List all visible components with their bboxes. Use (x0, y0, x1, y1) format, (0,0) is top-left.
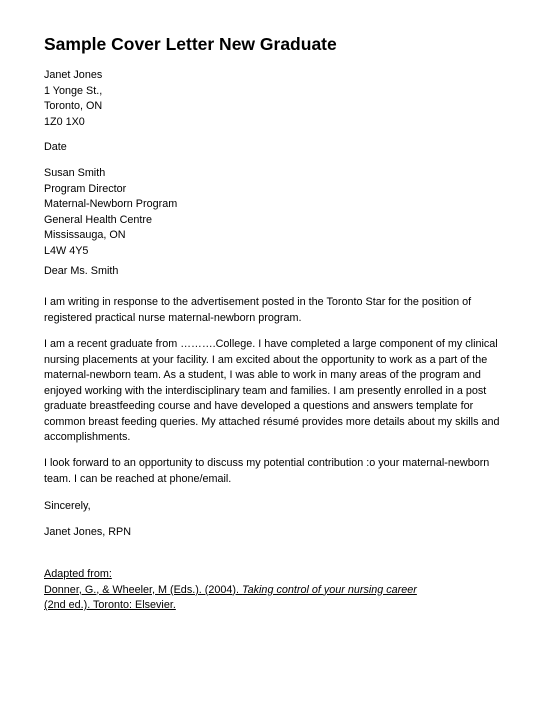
recipient-organization: General Health Centre (44, 213, 153, 226)
paragraph-text: I am writing in response to the advertisement posted in the Toronto Star for the position of registered practical nurse maternal-newborn program. (44, 296, 472, 324)
letter-date (44, 140, 514, 156)
document-title: Sample Cover Letter New Graduate (44, 34, 337, 54)
reference-citation (44, 583, 514, 599)
reference-book-title: Taking control of your nursing career (242, 583, 417, 596)
recipient-name: Susan Smith (44, 167, 106, 179)
signature-text: Janet Jones, RPN (44, 526, 132, 538)
sender-postal: 1Z0 1X0 (44, 115, 85, 128)
reference-authors: Donner, G., & Wheeler, M (Eds.). (2004). (44, 583, 240, 596)
recipient-address (44, 166, 514, 259)
closing-text: Sincerely, (44, 500, 91, 512)
salutation (44, 264, 514, 280)
paragraph-text: I am a recent graduate from ……….College. I have completed a large component of my clinical nursing placements at your facility. I am excited about the opportunity to work as a part of the maternal-newborn team. As a student, I was able to work in many areas of the program and enjoyed working with the interdisciplinary team and families. I am presently enrolled in a post graduate breastfeeding course and have developed a questions and answers template for common breast feeding queries. My attached résumé provides more details about my skills and accomplishments. (44, 338, 500, 443)
sender-address (44, 68, 514, 130)
reference (44, 567, 514, 614)
sender-city: Toronto, ON (44, 100, 103, 112)
recipient-program: Maternal-Newborn Program (44, 198, 178, 210)
sender-street: 1 Yonge St., (44, 84, 103, 97)
salutation-text: Dear Ms. Smith (44, 265, 119, 277)
reference-edition: (2nd ed.). Toronto: Elsevier. (44, 599, 176, 611)
paragraph-2 (44, 337, 514, 446)
paragraph-1 (44, 295, 514, 326)
date-text: Date (44, 141, 67, 153)
recipient-position: Program Director (44, 182, 127, 195)
paragraph-3 (44, 456, 514, 487)
reference-heading: Adapted from: (44, 568, 112, 580)
recipient-postal: L4W 4Y5 (44, 244, 89, 257)
signature (44, 525, 514, 541)
recipient-city: Mississauga, ON (44, 229, 126, 241)
paragraph-text: I look forward to an opportunity to discuss my potential contribution :o your maternal-newborn team. I can be reached at phone/email. (44, 457, 490, 485)
sender-name: Janet Jones (44, 69, 103, 81)
closing (44, 499, 514, 515)
